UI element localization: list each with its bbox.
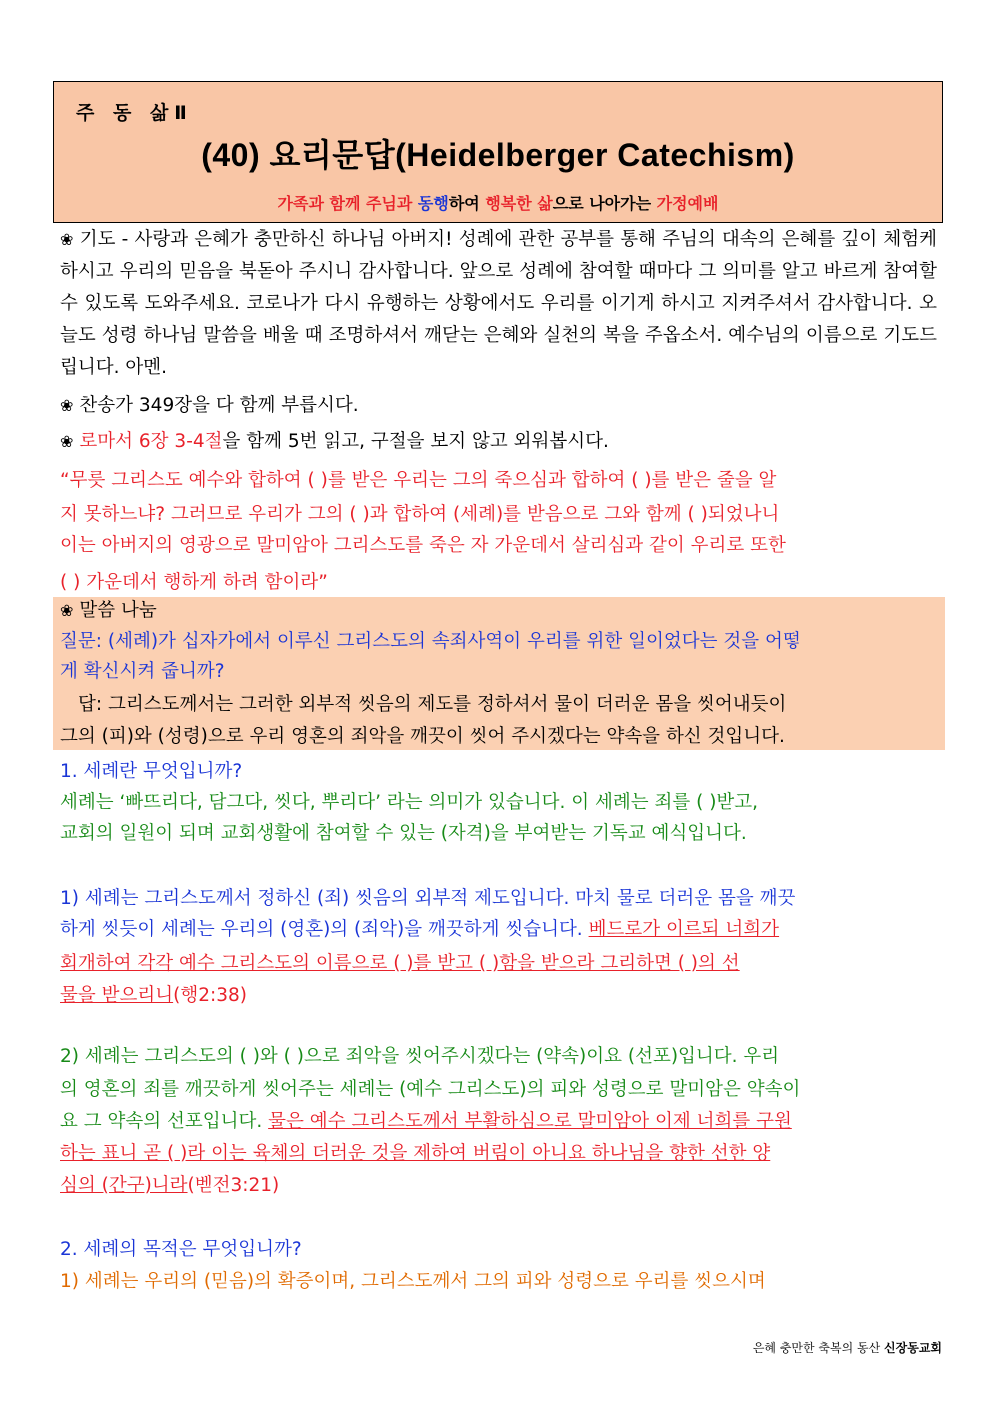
point2-ref: (벧전3:21) (187, 1175, 280, 1196)
point2-line-4: 하는 표니 곧 ( )라 이는 육체의 더러운 것을 제하여 버림이 아니요 하나님을 향한 선한 양 (60, 1143, 771, 1164)
point1-line-1: 1) 세례는 그리스도께서 정하신 (죄) 씻음의 외부적 제도입니다. 마치 물로 더러운 몸을 깨끗 (60, 888, 796, 909)
flower-icon: ❀ (60, 396, 74, 415)
reading-text: 을 함께 5번 읽고, 구절을 보지 않고 외워봅시다. (222, 431, 609, 452)
verse-line-3: 이는 아버지의 영광으로 말미암아 그리스도를 죽은 자 가운데서 살리심과 같이 우리로 또한 (60, 535, 786, 556)
question-line-1: 질문: (세례)가 십자가에서 이루신 그리스도의 속죄사역이 우리를 위한 일이었다는 것을 어떻 (60, 631, 801, 652)
footer-text: 은혜 충만한 축복의 동산 (752, 1341, 885, 1355)
point2-line-3 (60, 1107, 792, 1137)
prayer-text: 기도 - 사랑과 은혜가 충만하신 하나님 아버지! 성례에 관한 공부를 통해 주님의 대속의 은혜를 깊이 체험케 하시고 우리의 믿음을 북돋아 주시니 감사합니다. 앞으로 성례에 참여할 때마다 그 의미를 알고 바르게 참여할 수 있도록 도와주세요. 코로나가 다시 유행하는 상황에서도 우리를 이기게 하시고 지켜주셔서 감사합니다. 오늘도 성령 하나님 말씀을 배울 때 조명하셔서 깨닫는 은혜와 실천의 복을 주옵소서. 예수님의 이름으로 기도드립니다. 아멘. (60, 229, 937, 378)
flower-icon: ❀ (60, 601, 74, 620)
church-name: 신장동교회 (884, 1341, 942, 1355)
subtitle-part: 동행 (417, 194, 449, 213)
point2-line-2: 의 영혼의 죄를 깨끗하게 씻어주는 세례는 (예수 그리스도)의 피와 성령으로 말미암은 약속이 (60, 1079, 801, 1100)
sharing-heading (60, 596, 157, 626)
point1-line-4 (60, 981, 247, 1011)
hymn-line (60, 391, 359, 421)
section2-line-1: 1) 세례는 우리의 (믿음)의 확증이며, 그리스도께서 그의 피와 성령으로 우리를 씻으시며 (60, 1271, 766, 1292)
subtitle-part: 으로 나아가는 (552, 194, 657, 213)
footer (753, 1339, 942, 1356)
point2-line-1: 2) 세례는 그리스도의 ( )와 ( )으로 죄악을 씻어주시겠다는 (약속)이요 (선포)입니다. 우리 (60, 1046, 780, 1067)
section1-line-2: 교회의 일원이 되며 교회생활에 참여할 수 있는 (자격)을 부여받는 기독교 예식입니다. (60, 823, 747, 844)
subtitle-part: 가정예배 (656, 194, 719, 213)
section1-line-1: 세례는 ‘빠뜨리다, 담그다, 씻다, 뿌리다’ 라는 의미가 있습니다. 이 세례는 죄를 ( )받고, (60, 792, 759, 813)
section1-heading: 1. 세례란 무엇입니까? (60, 761, 243, 782)
reading-line (60, 427, 609, 457)
reading-ref: 로마서 6장 3-4절 (79, 431, 223, 452)
verse-line-1: “무릇 그리스도 예수와 합하여 ( )를 받은 우리는 그의 죽으심과 합하여 ( )를 받은 줄을 알 (60, 470, 777, 491)
point1-line-2 (60, 915, 779, 945)
point2-line-5 (60, 1171, 279, 1201)
subtitle-part: 가족과 함께 (277, 194, 366, 213)
point1-scripture-end: 물을 받으리니 (60, 985, 174, 1006)
page-subtitle (54, 191, 942, 214)
answer-line-2: 그의 (피)와 (성령)으로 우리 영혼의 죄악을 깨끗이 씻어 주시겠다는 약속을 하신 것입니다. (60, 726, 785, 747)
point2-scripture-end: 심의 (간구)니라 (60, 1175, 188, 1196)
page-title: (40) 요리문답(Heidelberger Catechism) (201, 137, 795, 173)
hymn-text: 찬송가 349장을 다 함께 부릅시다. (79, 395, 359, 416)
point1-line-3: 회개하여 각각 예수 그리스도의 이름으로 ( )를 받고 ( )함을 받으라 그리하면 ( )의 선 (60, 953, 740, 974)
sharing-heading-text: 말씀 나눔 (79, 600, 157, 621)
flower-icon: ❀ (60, 230, 74, 249)
subtitle-part: 행복한 삶 (485, 194, 553, 213)
point1-ref: (행2:38) (173, 985, 247, 1006)
verse-line-4: ( ) 가운데서 행하게 하려 함이라” (60, 572, 328, 593)
point2-scripture: 물은 예수 그리스도께서 부활하심으로 말미암아 이제 너희를 구원 (268, 1111, 792, 1132)
question-line-2: 게 확신시켜 줍니까? (60, 661, 225, 682)
verse-line-2: 지 못하느냐? 그러므로 우리가 그의 ( )과 합하여 (세례)를 받음으로 그와 함께 ( )되었나니 (60, 504, 780, 525)
flower-icon: ❀ (60, 432, 74, 451)
subtitle-part: 주님과 (365, 194, 418, 213)
series-label: 주 동 삶Ⅱ (76, 102, 193, 124)
point2-text: 요 그 약속의 선포입니다. (60, 1111, 269, 1132)
header-box (53, 81, 943, 223)
answer-line-1: 답: 그리스도께서는 그러한 외부적 씻음의 제도를 정하셔서 물이 더러운 몸을 씻어내듯이 (78, 694, 787, 715)
prayer-paragraph (60, 224, 937, 384)
section2-heading: 2. 세례의 목적은 무엇입니까? (60, 1239, 302, 1260)
point1-scripture: 베드로가 이르되 너희가 (588, 919, 780, 940)
subtitle-part: 하여 (448, 194, 486, 213)
point1-text: 하게 씻듯이 세례는 우리의 (영혼)의 (죄악)을 깨끗하게 씻습니다. (60, 919, 589, 940)
